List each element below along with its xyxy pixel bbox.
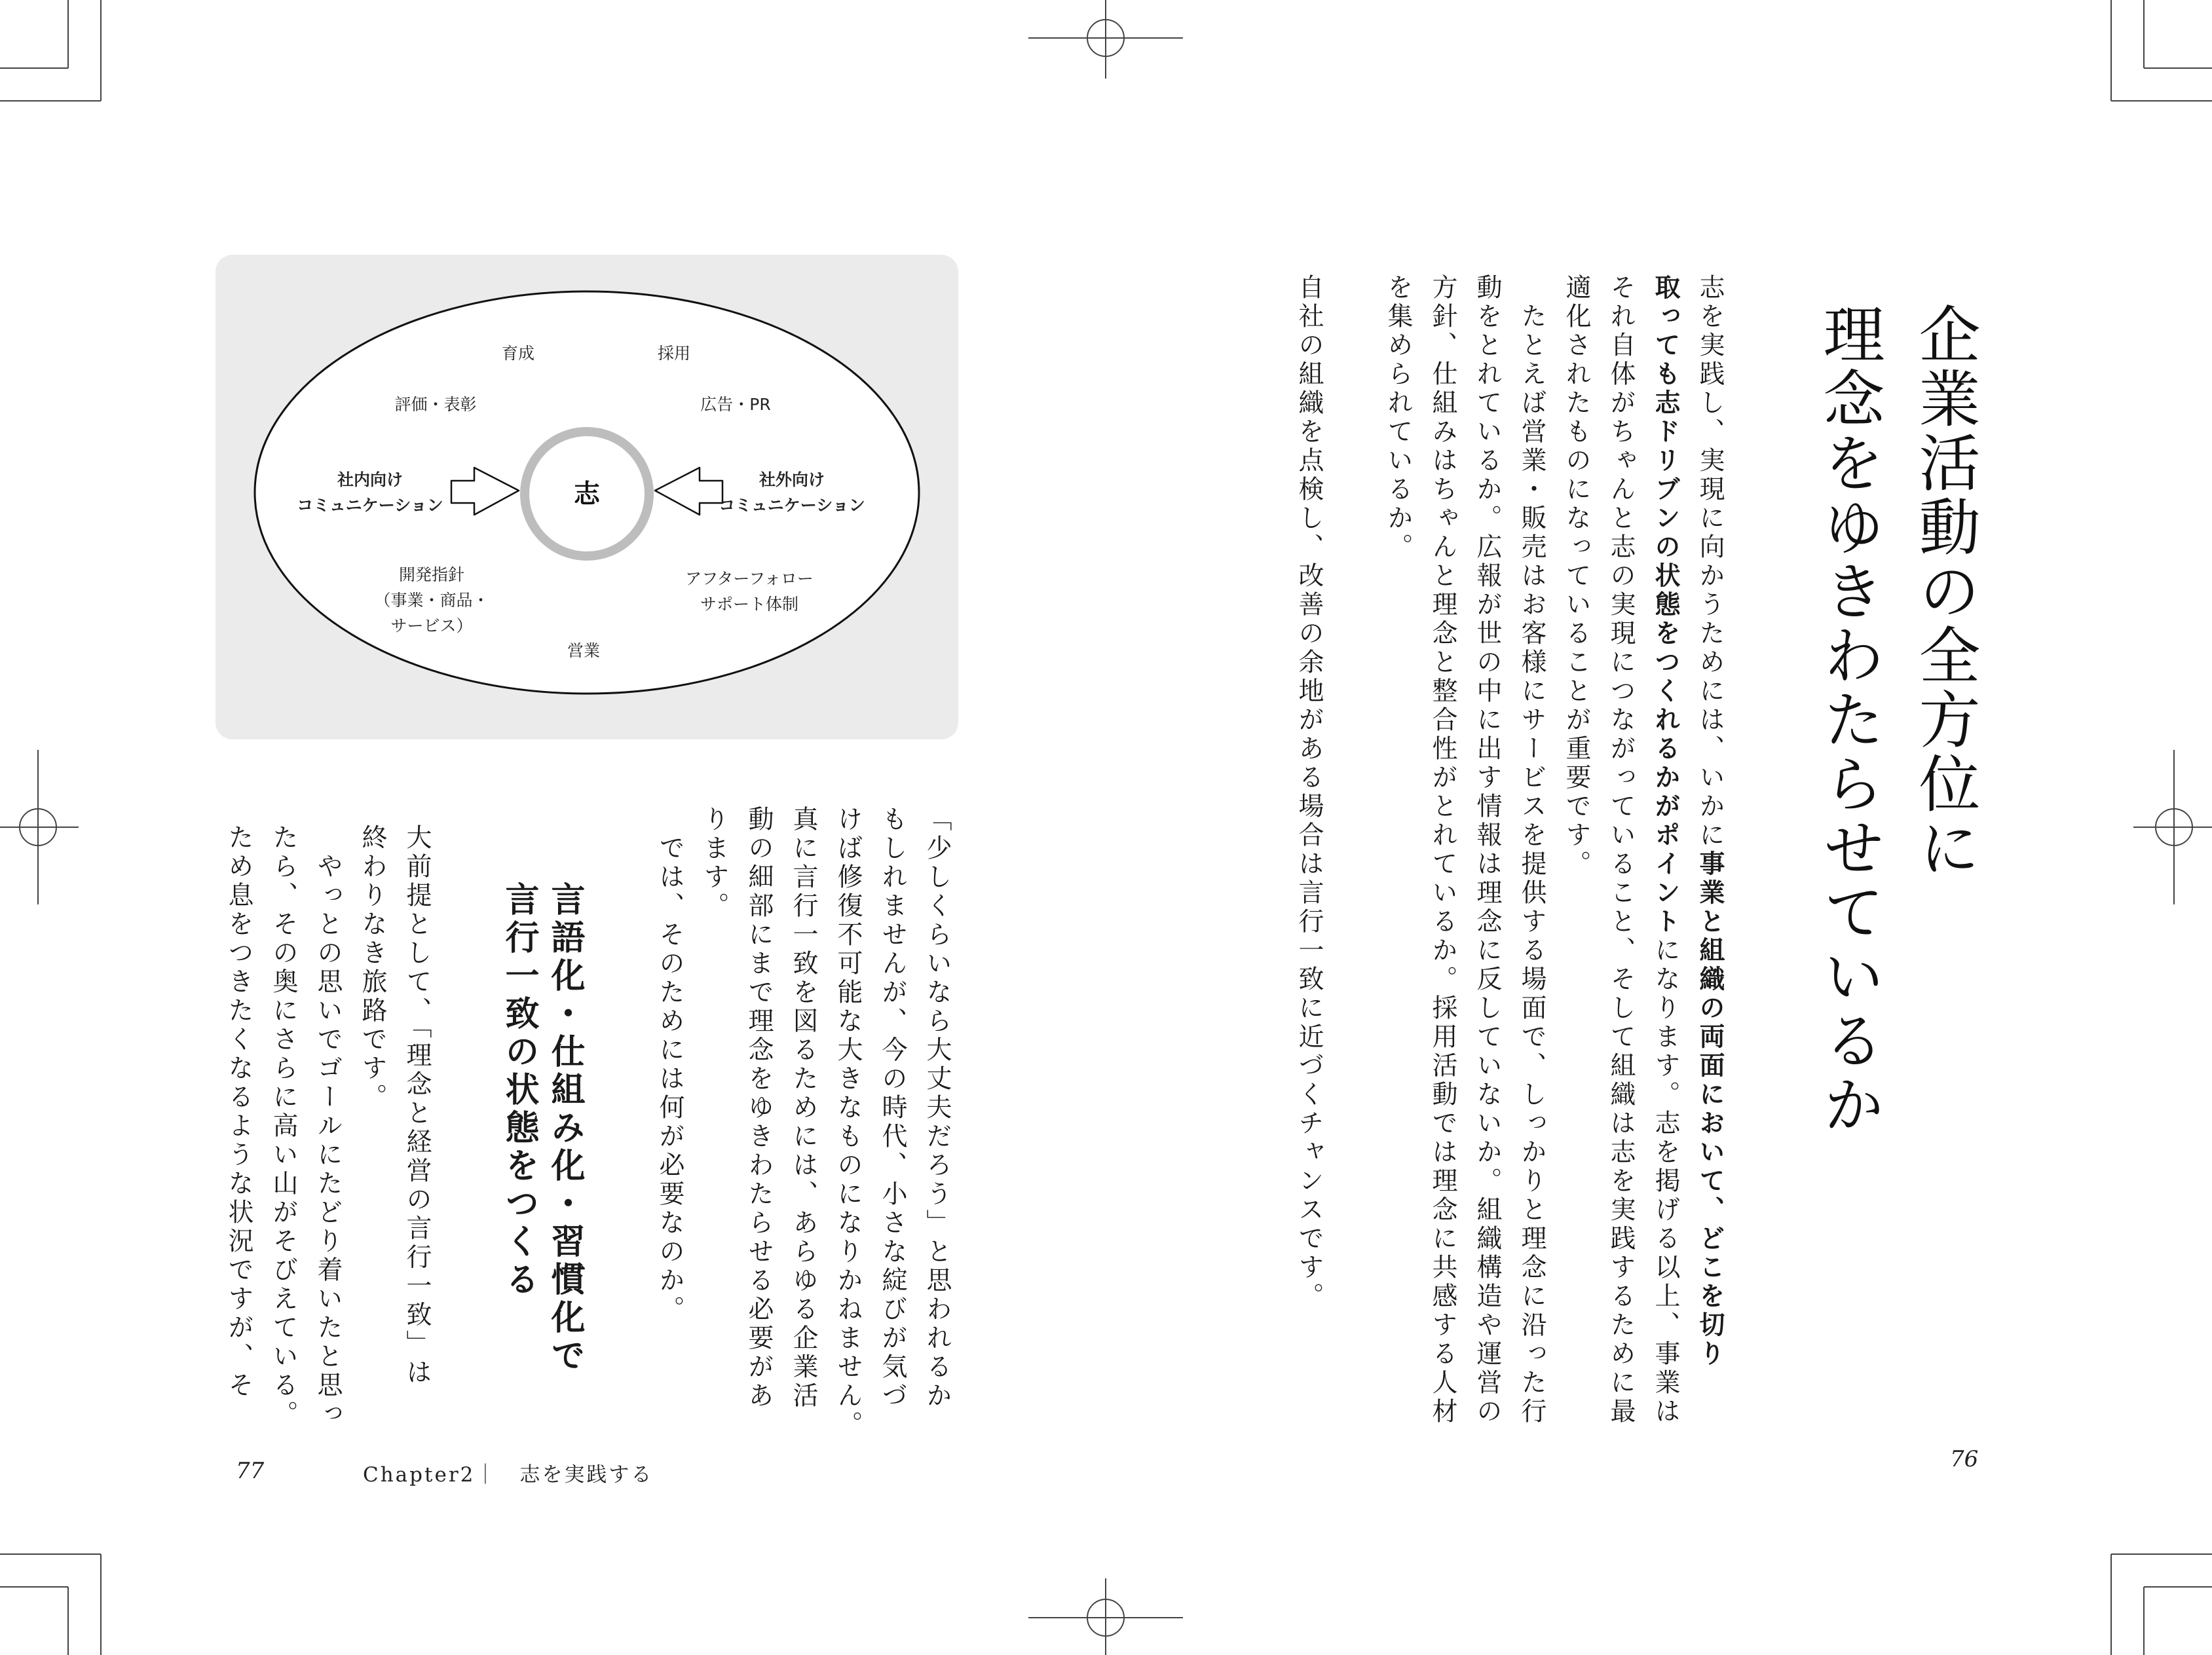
left-upper-column: では、そのためには何が必要なのか。 [655, 806, 684, 1324]
right-body-column: 動をとれているか。広報が世の中に出す情報は理念に反していないか。組織構造や運営の [1472, 274, 1502, 1426]
right-body-column: たとえば営業・販売はお客様にサービスを提供する場面で、しっかりと理念に沿った行 [1517, 274, 1547, 1426]
left-upper-column: 動の細部にまで理念をゆきわたらせる必要があ [744, 806, 774, 1411]
running-head: Chapter2｜ 志を実践する [363, 1463, 654, 1487]
diagram-label-ikusei: 育成 [501, 344, 535, 363]
right-body-column: 自社の組織を点検し、改善の余地がある場合は言行一致に近づくチャンスです。 [1294, 274, 1324, 1311]
right-body-column: 志を実践し、実現に向かうためには、いかに事業と組織の両面において、どこを切り [1695, 274, 1725, 1369]
left-lower-column: ため息をつきたくなるような状況ですが、そ [224, 824, 253, 1400]
section-title-line-2: 理念をゆきわたらせているか [1812, 303, 1884, 1137]
right-body-column: 適化されたものになっていることが重要です。 [1562, 274, 1591, 879]
diagram-center-label: 志 [574, 479, 600, 510]
diagram-label-aftercare: アフターフォロー サポート体制 [685, 569, 814, 614]
page-number-left: 77 [236, 1458, 265, 1484]
left-lower-column: やっとの思いでゴールにたどり着いたと思っ [313, 824, 343, 1429]
diagram-label-internal-comm: 社内向け コミュニケーション [297, 470, 443, 515]
diagram-panel [216, 255, 958, 739]
right-body-column: 方針、仕組みはちゃんと理念と整合性がとれているか。採用活動では理念に共感する人材 [1428, 274, 1457, 1426]
right-body-column: それ自体がちゃんと志の実現につながっていること、そして組織は志を実践するために最 [1606, 274, 1636, 1426]
left-lower-column: 終わりなき旅路です。 [358, 824, 387, 1112]
section-title-line-1: 企業活動の全方位に [1908, 303, 1979, 880]
diagram-label-saiyou: 採用 [657, 344, 691, 363]
subheading-line-2: 言行一致の状態をつくる [499, 882, 538, 1299]
left-upper-column: もしれませんが、今の時代、小さな綻びが気づ [878, 806, 907, 1411]
left-lower-column: 大前提として、「理念と経営の言行一致」は [402, 824, 432, 1388]
diagram-label-eigyou: 営業 [567, 641, 601, 660]
diagram-label-hyouka: 評価・表彰 [394, 395, 477, 414]
left-upper-column: 「少しくらいなら大丈夫だろう」と思われるか [922, 806, 952, 1411]
right-body-column: を集められているか。 [1383, 274, 1413, 562]
left-upper-column: 真に言行一致を図るためには、あらゆる企業活 [789, 806, 818, 1411]
page-number-right: 76 [1950, 1446, 1979, 1472]
subheading-line-1: 言語化・仕組み化・習慣化で [545, 882, 584, 1375]
diagram-label-koukoku: 広告・PR [700, 395, 771, 414]
left-upper-column: けば修復不可能な大きなものになりかねません。 [833, 806, 863, 1440]
left-upper-column: ります。 [700, 806, 729, 921]
left-lower-column: たら、その奥にさらに高い山がそびえている。 [269, 824, 298, 1429]
right-body-column: 取っても志ドリブンの状態をつくれるかがポイントになります。志を掲げる以上、事業は [1651, 274, 1680, 1426]
diagram-label-external-comm: 社外向け コミュニケーション [719, 470, 865, 515]
diagram-label-development: 開発指針 （事業・商品・ サービス） [374, 565, 489, 635]
